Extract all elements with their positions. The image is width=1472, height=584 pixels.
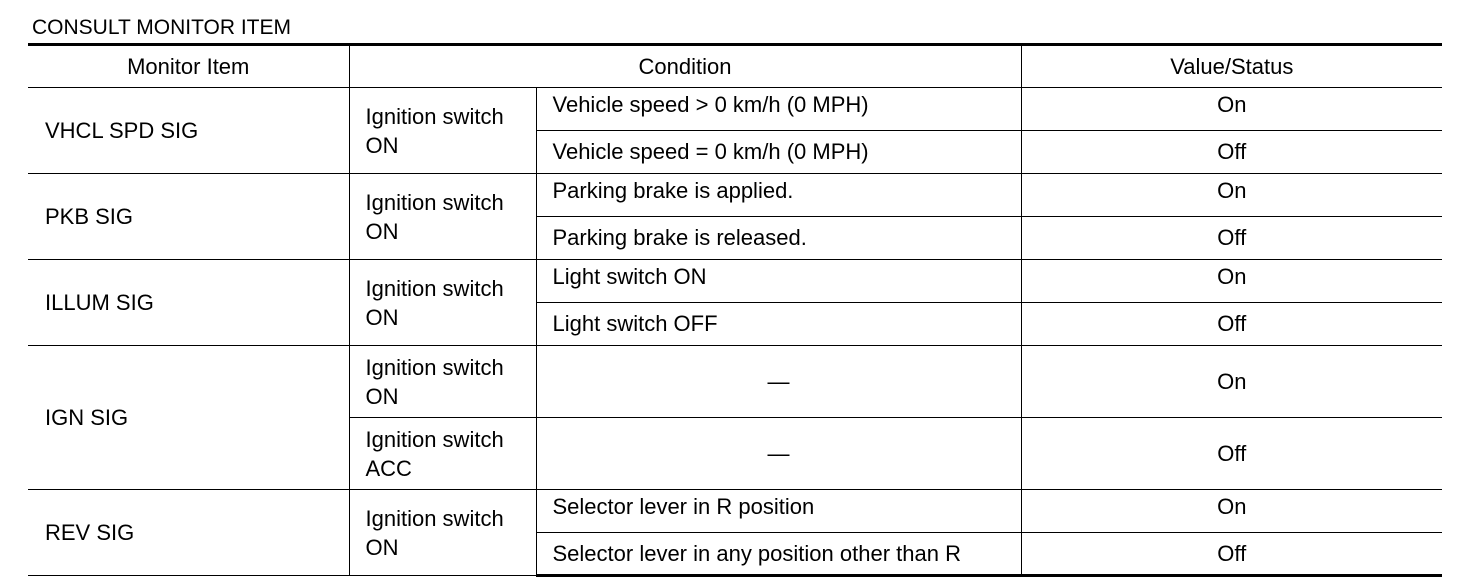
header-condition: Condition (349, 45, 1021, 88)
switch-state: ON (365, 534, 399, 560)
switch-label: Ignition switch (365, 426, 504, 452)
condition-text: Light switch ON (552, 264, 707, 289)
header-monitor-item: Monitor Item (28, 45, 349, 88)
monitor-item-label: REV SIG (45, 519, 135, 545)
value-cell (1021, 131, 1442, 174)
monitor-item-cell (28, 346, 349, 490)
table-row (28, 490, 1442, 533)
condition-cell (536, 88, 1021, 131)
value-text: On (1217, 178, 1247, 203)
condition-text: Parking brake is applied. (552, 178, 794, 203)
monitor-item-cell (28, 490, 349, 576)
value-text: On (1217, 92, 1247, 117)
value-cell (1021, 217, 1442, 260)
value-cell (1021, 418, 1442, 490)
value-cell (1021, 174, 1442, 217)
switch-state: ON (365, 383, 399, 409)
value-text: On (1217, 368, 1247, 394)
ignition-switch-cell (349, 346, 536, 418)
table-row (28, 260, 1442, 303)
condition-cell (536, 217, 1021, 260)
condition-cell (536, 533, 1021, 576)
condition-text: Selector lever in any position other than R (552, 540, 961, 566)
monitor-item-label: ILLUM SIG (45, 289, 154, 315)
monitor-item-label: IGN SIG (45, 404, 129, 430)
condition-text: Light switch OFF (552, 311, 718, 336)
monitor-item-label: VHCL SPD SIG (45, 117, 199, 143)
switch-label: Ignition switch (365, 354, 504, 380)
monitor-item-cell (28, 88, 349, 174)
switch-state: ON (365, 132, 399, 158)
header-value-status: Value/Status (1021, 45, 1442, 88)
condition-text: Vehicle speed > 0 km/h (0 MPH) (552, 92, 869, 117)
switch-label: Ignition switch (365, 189, 504, 215)
value-text: Off (1217, 540, 1247, 566)
ignition-switch-cell (349, 490, 536, 576)
switch-state: ON (365, 304, 399, 330)
table-row (28, 346, 1442, 418)
switch-label: Ignition switch (365, 103, 504, 129)
condition-cell (536, 303, 1021, 346)
monitor-item-cell (28, 174, 349, 260)
value-text: On (1217, 264, 1247, 289)
switch-state: ON (365, 218, 399, 244)
condition-text: Vehicle speed = 0 km/h (0 MPH) (552, 139, 869, 164)
value-cell (1021, 490, 1442, 533)
value-cell (1021, 533, 1442, 576)
value-cell (1021, 303, 1442, 346)
switch-state: ACC (365, 455, 412, 481)
value-text: Off (1217, 139, 1247, 164)
value-cell (1021, 346, 1442, 418)
table-row (28, 174, 1442, 217)
switch-label: Ignition switch (365, 275, 504, 301)
condition-cell (536, 418, 1021, 490)
monitor-item-cell (28, 260, 349, 346)
ignition-switch-cell (349, 260, 536, 346)
consult-monitor-table (28, 43, 1442, 577)
ignition-switch-cell (349, 174, 536, 260)
condition-text: Parking brake is released. (552, 225, 807, 250)
ignition-switch-cell (349, 88, 536, 174)
document-title: CONSULT MONITOR ITEM (32, 16, 292, 39)
header-row (28, 45, 1442, 88)
value-cell (1021, 260, 1442, 303)
condition-dash: — (767, 368, 790, 394)
condition-cell (536, 490, 1021, 533)
condition-text: Selector lever in R position (552, 494, 815, 519)
value-text: On (1217, 494, 1247, 519)
monitor-item-label: PKB SIG (45, 203, 134, 229)
table-row (28, 88, 1442, 131)
condition-cell (536, 260, 1021, 303)
ignition-switch-cell (349, 418, 536, 490)
condition-cell (536, 131, 1021, 174)
condition-dash: — (767, 440, 790, 466)
value-text: Off (1217, 225, 1247, 250)
condition-cell (536, 174, 1021, 217)
value-cell (1021, 88, 1442, 131)
value-text: Off (1217, 440, 1247, 466)
value-text: Off (1217, 311, 1247, 336)
condition-cell (536, 346, 1021, 418)
switch-label: Ignition switch (365, 505, 504, 531)
